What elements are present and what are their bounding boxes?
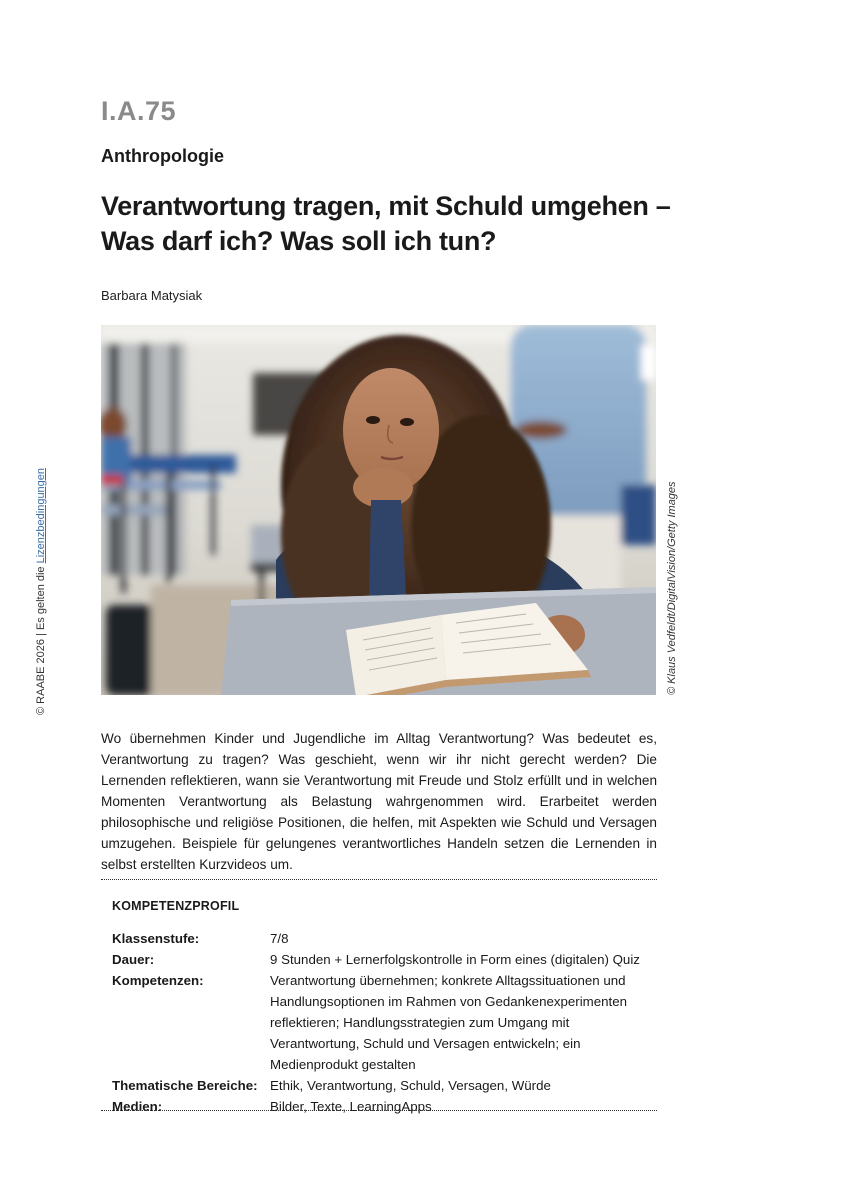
profile-value: Ethik, Verantwortung, Schuld, Versagen, Würde	[270, 1078, 551, 1093]
subject-label: Anthropologie	[101, 146, 224, 166]
profile-label: Kompetenzen:	[112, 973, 204, 988]
profile-label: Klassenstufe:	[112, 931, 200, 946]
profile-label: Medien:	[112, 1099, 163, 1114]
page-title	[101, 189, 671, 259]
profile-row-competences	[112, 970, 652, 1075]
profile-row-topics	[112, 1075, 652, 1096]
license-link[interactable]: Lizenzbedingungen	[35, 467, 47, 564]
photo-credit: © Klaus Vedfeldt/DigitalVision/Getty Images	[666, 481, 678, 695]
title-line-2: Was darf ich? Was soll ich tun?	[101, 226, 497, 256]
profile-heading: KOMPETENZPROFIL	[112, 899, 240, 913]
profile-label: Dauer:	[112, 952, 155, 967]
profile-row-duration	[112, 949, 652, 970]
profile-value: Bilder, Texte, LearningApps	[270, 1099, 432, 1114]
profile-value: Verantwortung übernehmen; konkrete Alltagssituationen und Handlungsoptionen im Rahmen von Gedankenexperimenten reflektieren; Handlungsstrategien zum Umgang mit Verantwortung, Schuld und Versagen entwickeln; ein Medienprodukt gestalten	[270, 973, 628, 1072]
divider-top	[101, 879, 657, 880]
profile-row-media	[112, 1096, 652, 1117]
cover-photo	[101, 325, 656, 695]
intro-paragraph: Wo übernehmen Kinder und Jugendliche im Alltag Verantwortung? Was bedeutet es, Verantwortung zu tragen? Was geschieht, wenn wir ihr nicht gerecht werden? Die Lernenden reflektieren, wann sie Verantwortung mit Freude und Stolz erfüllt und in welchen Momenten Verantwortung als Belastung wahrgenommen wird. Erarbeitet werden philosophische und religiöse Positionen, die helfen, mit Aspekten wie Schuld und Versagen umzugehen. Beispiele für gelungenes verantwortliches Handeln setzen die Lernenden in selbst erstellten Kurzvideos um.	[101, 731, 657, 872]
copyright-notice	[35, 468, 47, 715]
profile-label: Thematische Bereiche:	[112, 1078, 258, 1093]
author-name: Barbara Matysiak	[101, 288, 203, 303]
material-code: I.A.75	[101, 96, 177, 126]
copyright-text: © RAABE 2026 | Es gelten die	[35, 563, 47, 715]
title-line-1: Verantwortung tragen, mit Schuld umgehen –	[101, 191, 671, 221]
profile-value: 7/8	[270, 931, 289, 946]
profile-value: 9 Stunden + Lernerfolgskontrolle in Form eines (digitalen) Quiz	[270, 952, 640, 967]
profile-row-grade	[112, 928, 652, 949]
divider-bottom	[101, 1110, 657, 1111]
competence-profile	[112, 928, 652, 1117]
